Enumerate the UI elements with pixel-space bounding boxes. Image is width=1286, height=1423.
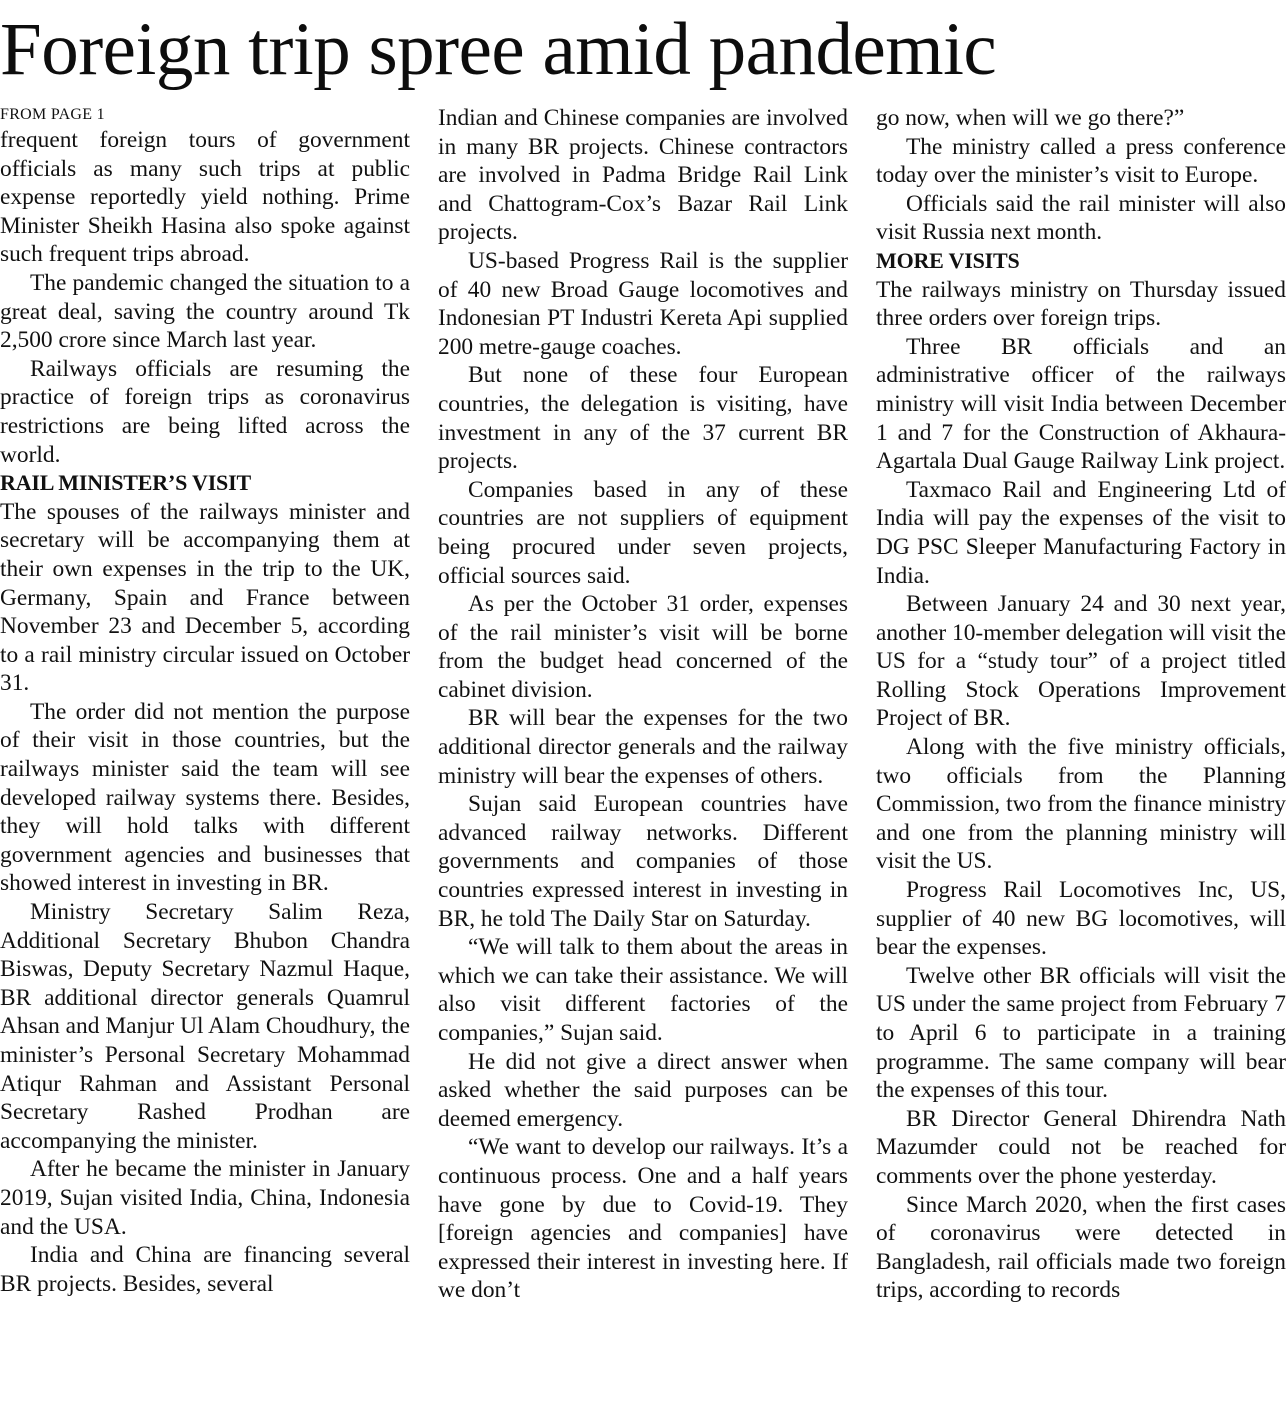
paragraph: As per the October 31 order, expenses of the rail minister’s visit will be borne from the budget head concerned of the cabinet division.: [438, 591, 848, 703]
paragraph: Since March 2020, when the first cases of coronavirus were detected in Bangladesh, rail officials made two foreign trips, according to records: [876, 1191, 1286, 1304]
paragraph: “We will talk to them about the areas in which we can take their assistance. We will also visit different factories of the companies,” Sujan said.: [438, 934, 848, 1046]
subhead-more-visits: MORE VISITS: [876, 247, 1020, 273]
paragraph: go now, when will we go there?”: [876, 105, 1185, 131]
paragraph: Ministry Secretary Salim Reza, Additional Secretary Bhubon Chandra Biswas, Deputy Secretary Nazmul Haque, BR additional director generals Quamrul Ahsan and Manjur Ul Alam Choudhury, the minister’s Personal Secretary Mohammad Atiqur Rahman and Assistant Personal Secretary Rashed Prodhan are accompanying the minister.: [0, 899, 410, 1154]
paragraph: Taxmaco Rail and Engineering Ltd of India will pay the expenses of the visit to DG PSC Sleeper Manufacturing Factory in India.: [876, 476, 1286, 589]
article-column-3: [876, 104, 1286, 1419]
paragraph: BR will bear the expenses for the two additional director generals and the railway ministry will bear the expenses of others.: [438, 705, 848, 789]
paragraph: The order did not mention the purpose of their visit in those countries, but the railways minister said the team will see developed railway systems there. Besides, they will hold talks with different government agencies and businesses that showed interest in investing in BR.: [0, 698, 410, 897]
paragraph: Twelve other BR officials will visit the US under the same project from February 7 to April 6 to participate in a training programme. The same company will bear the expenses of this tour.: [876, 962, 1286, 1104]
paragraph: The spouses of the railways minister and secretary will be accompanying them at their own expenses in the trip to the UK, Germany, Spain and France between November 23 and December 5, according to a rail ministry circular issued on October 31.: [0, 498, 410, 697]
article-column-2: [438, 104, 848, 1419]
paragraph: After he became the minister in January 2019, Sujan visited India, China, Indonesia and the USA.: [0, 1156, 410, 1240]
article-column-1: [0, 104, 410, 1419]
paragraph: The pandemic changed the situation to a great deal, saving the country around Tk 2,500 crore since March last year.: [0, 269, 410, 354]
paragraph: Officials said the rail minister will also visit Russia next month.: [876, 190, 1286, 246]
paragraph: Between January 24 and 30 next year, another 10-member delegation will visit the US for a “study tour” of a project titled Rolling Stock Operations Improvement Project of BR.: [876, 591, 1286, 732]
paragraph: The ministry called a press conference today over the minister’s visit to Europe.: [876, 133, 1286, 189]
paragraph: BR Director General Dhirendra Nath Mazumder could not be reached for comments over the phone yesterday.: [876, 1105, 1286, 1189]
paragraph: Indian and Chinese companies are involved in many BR projects. Chinese contractors are involved in Padma Bridge Rail Link and Chattogram-Cox’s Bazar Rail Link projects.: [438, 105, 848, 246]
paragraph: He did not give a direct answer when asked whether the said purposes can be deemed emergency.: [438, 1048, 848, 1132]
paragraph: frequent foreign tours of government officials as many such trips at public expense reportedly yield nothing. Prime Minister Sheikh Hasina also spoke against such frequent trips abroad.: [0, 127, 410, 268]
paragraph: Three BR officials and an administrative officer of the railways ministry will visit India between December 1 and 7 for the Construction of Akhaura-Agartala Dual Gauge Railway Link project.: [876, 333, 1286, 475]
paragraph: Sujan said European countries have advanced railway networks. Different governments and companies of those countries expressed interest in investing in BR, he told The Daily Star on Saturday.: [438, 791, 848, 932]
paragraph: Companies based in any of these countries are not suppliers of equipment being procured under seven projects, official sources said.: [438, 476, 848, 589]
paragraph: But none of these four European countries, the delegation is visiting, have investment in any of the 37 current BR projects.: [438, 362, 848, 475]
paragraph: Railways officials are resuming the practice of foreign trips as coronavirus restrictions are being lifted across the world.: [0, 355, 410, 468]
paragraph: “We want to develop our railways. It’s a continuous process. One and a half years have gone by due to Covid-19. They [foreign agencies and companies] have expressed their interest in investing here. If we don’t: [438, 1134, 848, 1304]
headline: Foreign trip spree amid pandemic: [0, 8, 997, 91]
paragraph: Along with the five ministry officials, two officials from the Planning Commission, two from the finance ministry and one from the planning ministry will visit the US.: [876, 734, 1286, 875]
subhead-rail-ministers-visit: RAIL MINISTER’S VISIT: [0, 470, 251, 496]
continued-from-label: FROM PAGE 1: [0, 106, 105, 123]
paragraph: The railways ministry on Thursday issued three orders over foreign trips.: [876, 276, 1286, 332]
paragraph: India and China are financing several BR projects. Besides, several: [0, 1242, 410, 1297]
paragraph: US-based Progress Rail is the supplier of 40 new Broad Gauge locomotives and Indonesian PT Industri Kereta Api supplied 200 metre-gauge coaches.: [438, 247, 848, 360]
paragraph: Progress Rail Locomotives Inc, US, supplier of 40 new BG locomotives, will bear the expenses.: [876, 877, 1286, 961]
